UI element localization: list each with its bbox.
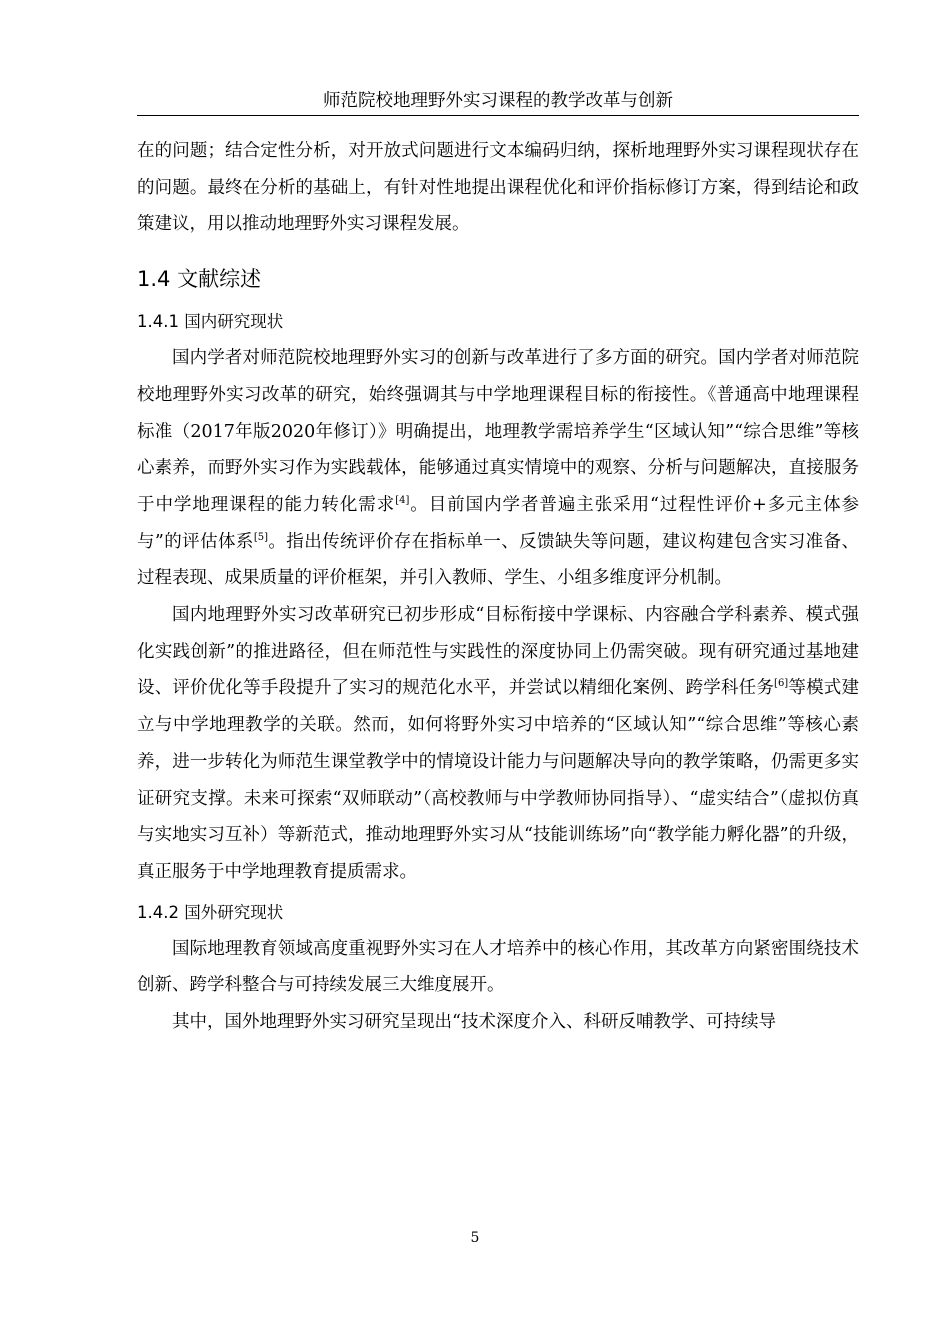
text-run: 等模式建立与中学地理教学的关联。然而，如何将野外实习中培养的“区域认知”“综合思维”等核心素养，进一步转化为师范生课堂教学中的情境设计能力与问题解决导向的教学策略，仍需更多实证研究支撑。未来可探索“双师联动”（高校教师与中学教师协同指导）、“虚实结合”（虚拟仿真与实地实习互补）等新范式，推动地理野外实习从“技能训练场”向“教学能力孵化器”的升级，真正服务于中学地理教育提质需求。: [137, 678, 860, 882]
citation-6: [6]: [774, 678, 789, 690]
header-rule: [137, 115, 859, 116]
page-body: [137, 133, 859, 1041]
paragraph-domestic-research-1: [137, 340, 859, 597]
subsection-heading-1-4-1: 1.4.1 国内研究现状: [137, 312, 284, 332]
text-run: 国内地理野外实习改革研究已初步形成“目标衔接中学课标、内容融合学科素养、模式强化实践创新”的推进路径，但在师范性与实践性的深度协同上仍需突破。现有研究通过基地建设、评价优化等手段提升了实习的规范化水平，并尝试以精细化案例、跨学科任务: [137, 605, 859, 699]
citation-5: [5]: [253, 531, 268, 543]
paragraph-continued: 在的问题；结合定性分析，对开放式问题进行文本编码归纳，探析地理野外实习课程现状存在的问题。最终在分析的基础上，有针对性地提出课程优化和评价指标修订方案，得到结论和政策建议，用以推动地理野外实习课程发展。: [137, 141, 859, 235]
text-run: 国内学者对师范院校地理野外实习的创新与改革进行了多方面的研究。国内学者对师范院校地理野外实习改革的研究，始终强调其与中学地理课程目标的衔接性。《普通高中地理课程标准（2017年版2020年修订）》明确提出，地理教学需培养学生“区域认知”“综合思维”等核心素养，而野外实习作为实践载体，能够通过真实情境中的观察、分析与问题解决，直接服务于中学地理课程的能力转化需求: [137, 348, 859, 515]
citation-4: [4]: [395, 494, 410, 506]
subsection-heading-1-4-2: 1.4.2 国外研究现状: [137, 902, 284, 922]
page-number: 5: [470, 1230, 480, 1246]
paragraph-foreign-research-2: 其中，国外地理野外实习研究呈现出“技术深度介入、科研反哺教学、可持续导: [172, 1012, 776, 1033]
paragraph-foreign-research-1: 国际地理教育领域高度重视野外实习在人才培养中的核心作用，其改革方向紧密围绕技术创新、跨学科整合与可持续发展三大维度展开。: [137, 938, 859, 996]
text-run: 。指出传统评价存在指标单一、反馈缺失等问题，建议构建包含实习准备、过程表现、成果质量的评价框架，并引入教师、学生、小组多维度评分机制。: [137, 531, 859, 589]
running-header: 师范院校地理野外实习课程的教学改革与创新: [323, 91, 673, 111]
paragraph-domestic-research-2: [137, 597, 859, 891]
section-heading-1-4: 1.4 文献综述: [137, 267, 262, 292]
text-run: 。目前国内学者普遍主张采用“过程性评价+多元主体参与”的评估体系: [137, 494, 860, 552]
